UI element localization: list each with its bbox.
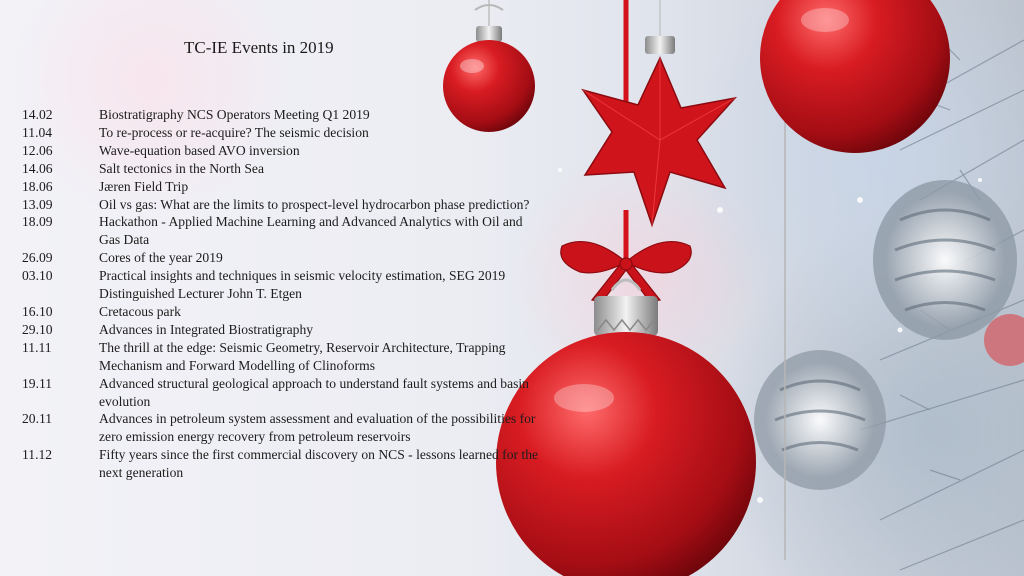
event-row xyxy=(22,410,542,446)
event-row xyxy=(22,196,542,214)
event-date: 03.10 xyxy=(22,268,53,284)
event-row xyxy=(22,446,542,482)
event-title: Advanced structural geological approach to understand fault systems and basin evolution xyxy=(99,375,529,409)
event-date: 12.06 xyxy=(22,142,53,158)
event-date: 14.06 xyxy=(22,160,53,176)
event-title: Fifty years since the first commercial discovery on NCS - lessons learned for the next generation xyxy=(99,447,539,481)
event-title: Practical insights and techniques in seismic velocity estimation, SEG 2019 Distinguished Lecturer John T. Etgen xyxy=(99,268,506,302)
pine-cone-upper xyxy=(873,180,1017,340)
event-title: Salt tectonics in the North Sea xyxy=(99,160,264,176)
event-title: To re-process or re-acquire? The seismic decision xyxy=(99,124,369,140)
event-row xyxy=(22,178,542,196)
event-title: The thrill at the edge: Seismic Geometry, Reservoir Architecture, Trapping Mechanism and Forward Modelling of Clinoforms xyxy=(99,339,506,373)
event-title: Biostratigraphy NCS Operators Meeting Q1 2019 xyxy=(99,107,370,122)
event-date: 29.10 xyxy=(22,321,53,337)
event-date: 26.09 xyxy=(22,250,53,266)
event-date: 11.11 xyxy=(22,339,52,355)
events-list xyxy=(22,106,542,482)
event-date: 18.06 xyxy=(22,178,53,194)
event-row xyxy=(22,303,542,321)
event-title: Oil vs gas: What are the limits to prospect-level hydrocarbon phase prediction? xyxy=(99,196,530,212)
event-row xyxy=(22,124,542,142)
event-row xyxy=(22,375,542,411)
event-title: Jæren Field Trip xyxy=(99,178,189,194)
top-right-red-ornament xyxy=(760,0,950,153)
event-title: Advances in Integrated Biostratigraphy xyxy=(99,321,314,337)
event-row xyxy=(22,267,542,303)
event-date: 16.10 xyxy=(22,303,53,319)
event-title: Cores of the year 2019 xyxy=(99,250,223,266)
event-row xyxy=(22,142,542,160)
event-date: 13.09 xyxy=(22,196,53,212)
event-date: 11.12 xyxy=(22,447,53,463)
event-row xyxy=(22,213,542,249)
event-title: Hackathon - Applied Machine Learning and Advanced Analytics with Oil and Gas Data xyxy=(99,214,523,248)
event-row xyxy=(22,160,542,178)
event-row xyxy=(22,339,542,375)
event-date: 14.02 xyxy=(22,107,53,122)
event-row xyxy=(22,249,542,267)
event-title: Advances in petroleum system assessment and evaluation of the possibilities for zero emission energy recovery from petroleum reservoirs xyxy=(99,411,536,445)
event-date: 18.09 xyxy=(22,214,53,230)
event-date: 20.11 xyxy=(22,411,53,427)
event-date: 11.04 xyxy=(22,124,53,140)
event-row xyxy=(22,106,542,124)
pine-cone-lower xyxy=(754,350,886,490)
event-title: Wave-equation based AVO inversion xyxy=(99,142,300,158)
event-date: 19.11 xyxy=(22,375,53,391)
red-star-ornament xyxy=(583,36,735,225)
slide-title: TC-IE Events in 2019 xyxy=(184,38,334,57)
event-row xyxy=(22,321,542,339)
event-title: Cretacous park xyxy=(99,303,181,319)
